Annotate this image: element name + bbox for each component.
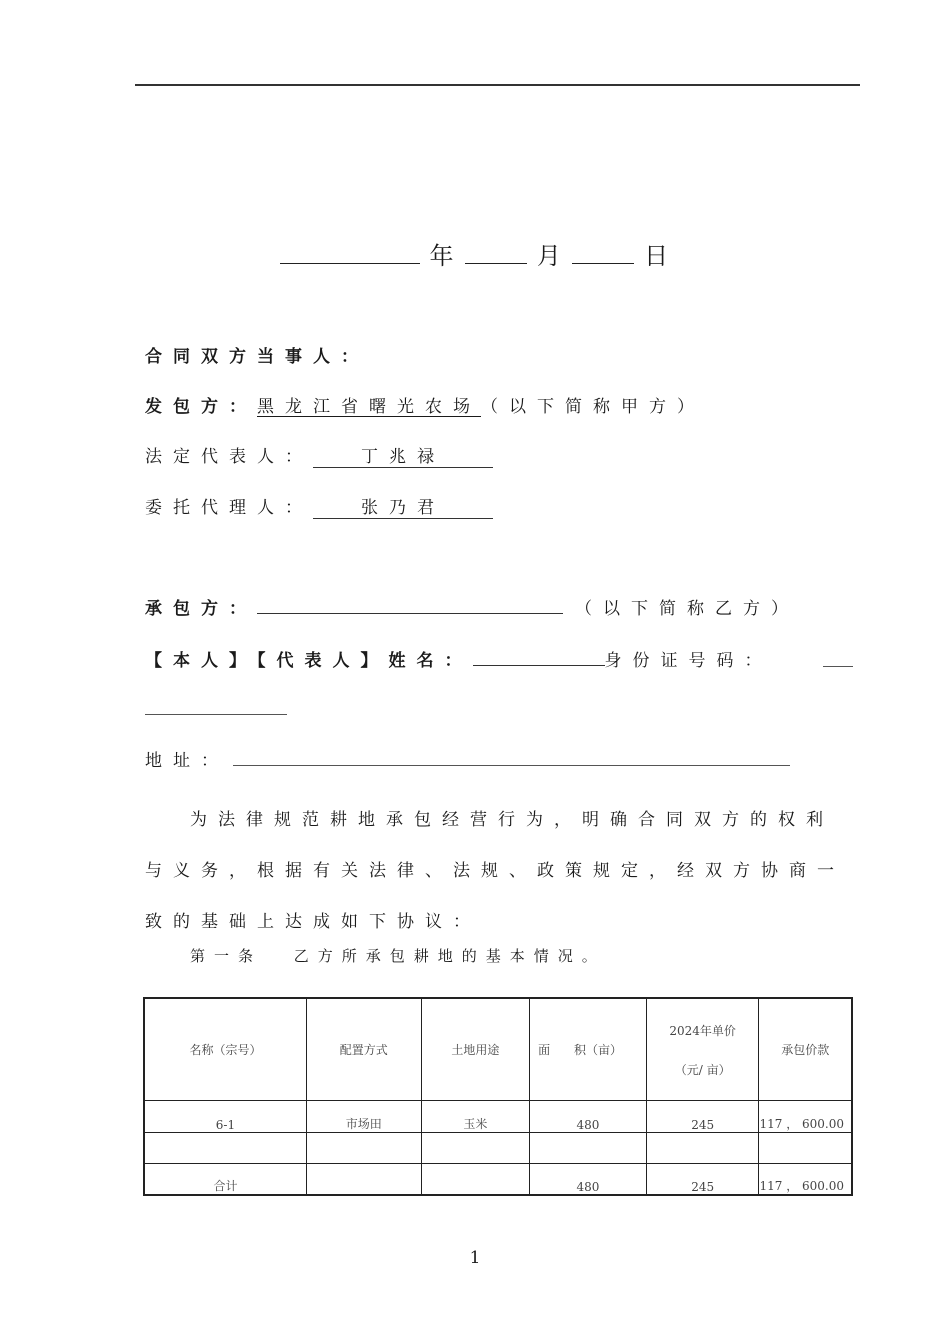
cell-total: 117 ， 600.00	[759, 1101, 852, 1133]
article-1-title: 乙方所承包耕地的基本情况。	[293, 947, 606, 965]
cell-total: 117 ， 600.00	[759, 1164, 852, 1196]
id-label: 身份证号码：	[604, 651, 773, 671]
address-line	[145, 746, 229, 771]
header-area-a: 面	[538, 1043, 551, 1057]
table-row	[144, 1133, 852, 1164]
self-rep-label: 【本人】【代表人】姓名：	[145, 651, 473, 671]
cell-price: 245	[646, 1101, 759, 1133]
id-field-end[interactable]	[145, 714, 287, 715]
cell-land-use	[421, 1133, 530, 1164]
header-area	[530, 998, 647, 1101]
cell-price	[646, 1133, 759, 1164]
agent-line	[145, 493, 493, 519]
cell-total	[759, 1133, 852, 1164]
address-field[interactable]	[233, 765, 790, 766]
cell-allocation: 市场田	[306, 1101, 421, 1133]
header-price	[646, 998, 759, 1101]
cell-allocation	[306, 1164, 421, 1196]
article-1-heading	[190, 945, 606, 966]
party-b-line	[145, 594, 799, 619]
header-land-use: 土地用途	[421, 998, 530, 1101]
party-a-line	[145, 392, 705, 417]
table-total-row	[144, 1164, 852, 1196]
cell-name	[144, 1133, 306, 1164]
table-row	[144, 1101, 852, 1133]
legal-rep-label: 法定代表人：	[145, 447, 313, 467]
rep-line	[145, 646, 773, 671]
legal-rep-value: 丁兆禄	[313, 447, 493, 468]
header-area-b: 积（亩）	[573, 1043, 622, 1057]
preamble-paragraph: 为法律规范耕地承包经营行为，明确合同双方的权利与义务，根据有关法律、法规、政策规定，经双方协商一致的基础上达成如下协议：	[145, 810, 845, 932]
page-number: 1	[469, 1248, 481, 1268]
cell-land-use: 玉米	[421, 1101, 530, 1133]
rep-name-field[interactable]	[473, 665, 605, 666]
agent-label: 委托代理人：	[145, 498, 313, 518]
cell-name: 合计	[144, 1164, 306, 1196]
address-label: 地址：	[145, 751, 229, 771]
day-label: 日	[644, 242, 671, 270]
party-b-note: （以下简称乙方）	[575, 599, 799, 619]
agent-value: 张乃君	[313, 498, 493, 519]
month-blank[interactable]	[465, 241, 527, 264]
cell-area: 480	[530, 1101, 647, 1133]
article-1-number: 第一条	[190, 947, 263, 965]
cell-name: 6-1	[144, 1101, 306, 1133]
party-a-label: 发包方：	[145, 397, 257, 417]
cell-price: 245	[646, 1164, 759, 1196]
month-label: 月	[536, 242, 563, 270]
header-price-line2: （元/ 亩）	[674, 1062, 731, 1077]
parties-heading: 合同双方当事人：	[145, 347, 369, 367]
party-a-name: 黑龙江省曙光农场	[257, 397, 481, 417]
legal-rep-line	[145, 442, 493, 468]
year-label: 年	[429, 242, 456, 270]
cell-allocation	[306, 1133, 421, 1164]
party-a-note: （以下简称甲方）	[481, 397, 705, 417]
land-table	[143, 997, 853, 1196]
date-line	[0, 236, 950, 271]
year-blank[interactable]	[280, 241, 420, 264]
header-rule	[135, 84, 860, 86]
party-b-label: 承包方：	[145, 599, 257, 619]
cell-area: 480	[530, 1164, 647, 1196]
table-header-row	[144, 998, 852, 1101]
id-field-start[interactable]	[823, 666, 853, 667]
party-b-name-field[interactable]	[257, 613, 563, 614]
cell-land-use	[421, 1164, 530, 1196]
header-name: 名称（宗号）	[144, 998, 306, 1101]
header-allocation: 配置方式	[306, 998, 421, 1101]
day-blank[interactable]	[572, 241, 634, 264]
cell-area	[530, 1133, 647, 1164]
header-total: 承包价款	[759, 998, 852, 1101]
header-price-line1: 2024年单价	[669, 1023, 736, 1038]
